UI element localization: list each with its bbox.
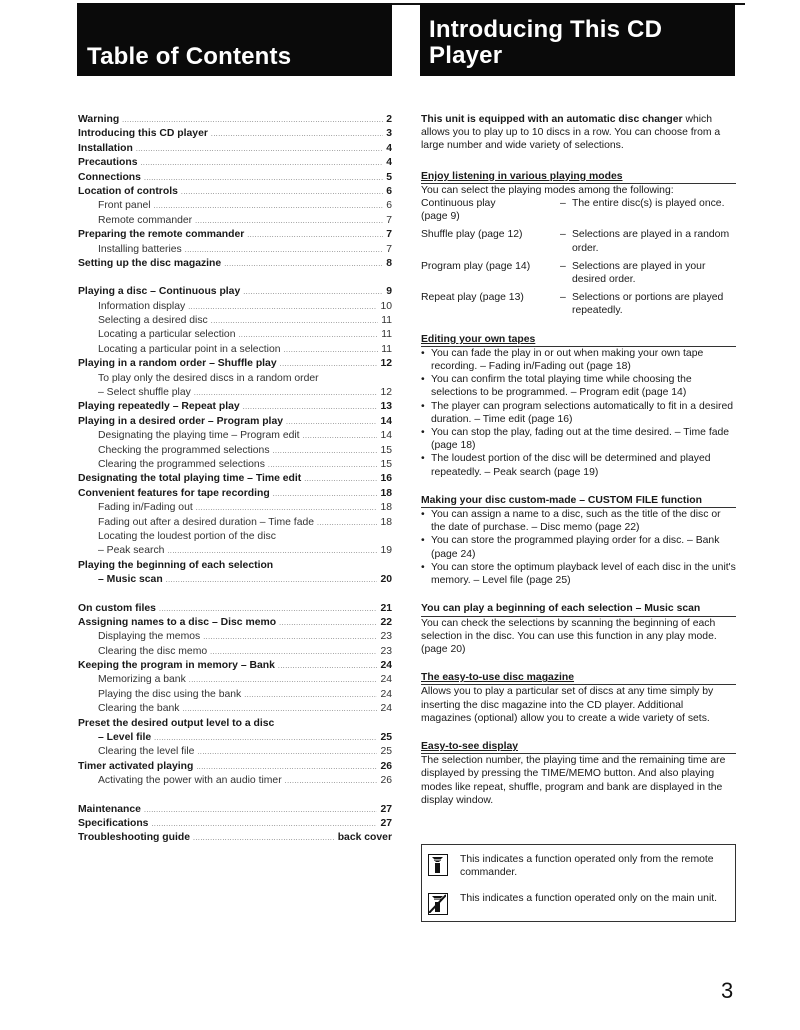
toc-entry[interactable]: [78, 300, 392, 314]
toc-leader-dots: [280, 358, 378, 372]
toc-leader-dots: [203, 631, 377, 645]
bullet-item: • You can assign a name to a disc, such as the title of the disc or the date of purchase. – Disc memo (page 22): [421, 508, 736, 534]
toc-entry[interactable]: [78, 444, 392, 458]
toc-leader-dots: [154, 200, 384, 214]
toc-entry[interactable]: [78, 243, 392, 257]
toc-entry[interactable]: [78, 731, 392, 745]
toc-leader-dots: [224, 258, 383, 272]
toc-entry-label: Information display: [98, 300, 186, 312]
toc-entry-page: 6: [386, 200, 392, 212]
toc-entry-page: 7: [386, 214, 392, 226]
toc-leader-dots: [247, 229, 383, 243]
toc-entry[interactable]: [78, 688, 392, 702]
toc-entry-label: Location of controls: [78, 185, 178, 197]
toc-entry-page: 12: [380, 387, 392, 399]
toc-entry[interactable]: [78, 573, 392, 587]
toc-entry-label: Displaying the memos: [98, 631, 201, 643]
legend-item-main-unit: [428, 892, 730, 915]
toc-entry-page: 3: [386, 128, 392, 140]
toc-leader-dots: [210, 646, 377, 660]
modes-intro: You can select the playing modes among the following:: [421, 184, 674, 196]
toc-leader-dots: [159, 603, 377, 617]
modes-heading: Enjoy listening in various playing modes: [421, 170, 736, 184]
toc-entry-label: Keeping the program in memory – Bank: [78, 660, 275, 672]
toc-entry-label: Locating the loudest portion of the disc: [98, 530, 276, 542]
legend-text-main-unit: This indicates a function operated only on the main unit.: [460, 893, 718, 904]
intro-lead-text: which allows you to play up to 10 discs in a row. You can choose from a large number and wide variety of selections.: [421, 114, 721, 152]
toc-entry[interactable]: [78, 602, 392, 616]
toc-entry-page: 6: [386, 185, 392, 197]
toc-entry[interactable]: [78, 429, 392, 443]
toc-entry-page: 22: [380, 616, 392, 628]
toc-entry-label: Troubleshooting guide: [78, 832, 190, 844]
mode-desc: – Selections are played in a random order.: [560, 228, 736, 254]
toc-entry-label: Playing a disc – Continuous play: [78, 286, 241, 298]
toc-entry-label: Warning: [78, 114, 120, 125]
toc-entry-label: Selecting a desired disc: [98, 315, 208, 327]
toc-entry-page: 7: [386, 243, 392, 255]
toc-entry-label: Clearing the programmed selections: [98, 458, 265, 470]
toc-entry[interactable]: [78, 228, 392, 242]
toc-entry[interactable]: [78, 760, 392, 774]
toc-entry-page: 11: [381, 315, 392, 327]
toc-entry[interactable]: [78, 386, 392, 400]
bullet-item: • You can store the programmed playing order for a disc. – Bank (page 24): [421, 534, 736, 560]
toc-entry[interactable]: [78, 803, 392, 817]
toc-entry[interactable]: [78, 257, 392, 271]
toc-entry[interactable]: [78, 372, 392, 386]
toc-entry-label: Assigning names to a disc – Disc memo: [78, 616, 277, 628]
toc-entry-page: 10: [380, 300, 392, 312]
icon-legend-box: [421, 844, 736, 922]
toc-entry-page: 15: [380, 458, 392, 470]
mode-name: [421, 228, 560, 254]
toc-leader-dots: [181, 186, 383, 200]
bullet-item: • You can store the optimum playback level of each disc in the unit's memory. – Level file (page 25): [421, 561, 736, 587]
toc-entry-label: Fading out after a desired duration – Time fade: [98, 516, 315, 528]
toc-entry-label: Activating the power with an audio timer: [98, 775, 282, 787]
tapes-section: [421, 333, 736, 479]
mode-desc: – Selections or portions are played repeatedly.: [560, 291, 736, 317]
mode-desc-repeat: Selections or portions are played repeatedly.: [572, 292, 724, 317]
page-number: 3: [721, 978, 734, 1003]
toc-leader-dots: [273, 445, 378, 459]
modes-list: [421, 197, 736, 318]
toc-entry-page: 11: [381, 343, 392, 355]
toc-entry[interactable]: [78, 516, 392, 530]
toc-entry-label: Designating the total playing time – Time edit: [78, 473, 302, 485]
toc-entry-label: Checking the programmed selections: [98, 444, 270, 456]
toc-leader-dots: [303, 430, 378, 444]
intro-lead: [421, 113, 736, 153]
toc-entry-page: 4: [386, 157, 392, 169]
toc-leader-dots: [167, 545, 377, 559]
toc-entry[interactable]: [78, 774, 392, 788]
music-scan-heading: You can play a beginning of each selection – Music scan: [421, 602, 736, 616]
toc-entry-page: 24: [380, 660, 392, 672]
toc-entry-page: 21: [380, 602, 392, 614]
toc-entry-page: 23: [380, 645, 392, 657]
toc-entry-page: 4: [386, 142, 392, 154]
toc-entry-label: – Select shuffle play: [98, 387, 191, 399]
mode-name: [421, 291, 560, 317]
toc-entry[interactable]: [78, 185, 392, 199]
toc-leader-dots: [285, 775, 378, 789]
toc-entry[interactable]: [78, 156, 392, 170]
toc-entry[interactable]: [78, 328, 392, 342]
toc-entry[interactable]: [78, 314, 392, 328]
toc-leader-dots: [195, 215, 383, 229]
toc-entry-label: Specifications: [78, 817, 149, 829]
remote-only-icon: [428, 854, 448, 876]
toc-leader-dots: [279, 617, 377, 631]
toc-leader-dots: [166, 574, 378, 588]
toc-entry[interactable]: [78, 831, 392, 845]
toc-entry[interactable]: [78, 659, 392, 673]
toc-entry-page: 18: [380, 502, 392, 514]
toc-entry[interactable]: [78, 817, 392, 831]
intro-title-line2: Player: [429, 42, 503, 69]
toc-entry-label: Playing in a random order – Shuffle play: [78, 358, 277, 370]
toc-entry[interactable]: [78, 645, 392, 659]
toc-entry-label: Installation: [78, 142, 133, 154]
bullet-item: • The loudest portion of the disc will be determined and played repeatedly. – Peak search (page 19): [421, 452, 736, 478]
mode-name-continuous: Continuous play (page 9): [421, 198, 496, 223]
toc-entry-label: On custom files: [78, 602, 156, 614]
toc-entry[interactable]: [78, 472, 392, 486]
toc-entry[interactable]: [78, 717, 392, 731]
toc-entry-label: Clearing the disc memo: [98, 645, 208, 657]
tapes-heading: Editing your own tapes: [421, 333, 736, 347]
mode-name: [421, 260, 560, 286]
toc-leader-dots: [268, 459, 378, 473]
toc-entry-page: 24: [380, 674, 392, 686]
intro-title-line1: Introducing This CD: [429, 16, 663, 43]
mode-desc: – Selections are played in your desired order.: [560, 260, 736, 286]
toc-entry-page: 23: [380, 631, 392, 643]
toc-banner: [77, 3, 392, 76]
toc-entry[interactable]: [78, 630, 392, 644]
toc-entry-page: 9: [386, 286, 392, 298]
toc-entry-label: Connections: [78, 171, 141, 183]
mode-name-repeat: Repeat play (page 13): [421, 292, 524, 304]
display-section: [421, 740, 736, 807]
toc-entry[interactable]: [78, 142, 392, 156]
toc-entry-label: Clearing the level file: [98, 746, 195, 758]
music-scan-section: [421, 602, 736, 656]
toc-entry-page: 25: [380, 732, 392, 744]
toc-entry-label: To play only the desired discs in a random order: [98, 372, 319, 384]
toc-entry-page: 20: [380, 574, 392, 586]
toc-entry-page: 15: [380, 444, 392, 456]
toc-entry-page: 19: [380, 545, 392, 557]
toc-leader-dots: [154, 732, 377, 746]
toc-entry-label: Preparing the remote commander: [78, 229, 245, 241]
toc-entry-label: – Peak search: [98, 545, 165, 557]
display-heading: Easy-to-see display: [421, 740, 736, 754]
toc-entry[interactable]: [78, 214, 392, 228]
toc-entry-label: Locating a particular selection: [98, 329, 236, 341]
toc-entry[interactable]: [78, 745, 392, 759]
mode-name: [421, 197, 560, 223]
bullet-item: • You can stop the play, fading out at the time desired. – Time fade (page 18): [421, 426, 736, 452]
toc-leader-dots: [317, 517, 377, 531]
toc-entry-label: Clearing the bank: [98, 703, 180, 715]
toc-entry[interactable]: [78, 127, 392, 141]
toc-entry-page: 24: [380, 703, 392, 715]
bullet-item: • The player can program selections automatically to fit in a desired duration. – Time edit (page 16): [421, 400, 736, 426]
main-unit-only-icon: [428, 893, 448, 915]
toc-leader-dots: [238, 329, 378, 343]
toc-entry-label: Setting up the disc magazine: [78, 257, 222, 269]
toc-entry-page: 18: [380, 516, 392, 528]
mode-desc-continuous: The entire disc(s) is played once.: [572, 198, 725, 210]
toc-entry[interactable]: [78, 530, 392, 544]
table-of-contents: [78, 113, 392, 846]
bullet-item: • You can fade the play in or out when making your own tape recording. – Fading in/Fading out (page 18): [421, 347, 736, 373]
toc-entry-label: Timer activated playing: [78, 760, 194, 772]
toc-entry[interactable]: [78, 357, 392, 371]
toc-entry-label: Playing repeatedly – Repeat play: [78, 401, 240, 413]
magazine-body: Allows you to play a particular set of discs at any time simply by inserting the disc magazine into the CD player. Additional magazines (optional) allow you to create a wide variety of sets.: [421, 686, 714, 724]
intro-lead-bold: This unit is equipped with an automatic disc changer: [421, 114, 683, 125]
toc-leader-dots: [185, 244, 383, 258]
toc-leader-dots: [136, 143, 383, 157]
toc-entry[interactable]: [78, 415, 392, 429]
toc-title: Table of Contents: [87, 43, 292, 70]
toc-entry-label: – Music scan: [98, 574, 163, 586]
toc-entry-page: 16: [380, 473, 392, 485]
tapes-bullets: [421, 347, 736, 479]
mode-desc-program: Selections are played in your desired order.: [572, 260, 706, 286]
custom-file-bullets: [421, 508, 736, 587]
toc-entry-label: Introducing this CD player: [78, 128, 208, 140]
toc-entry[interactable]: [78, 113, 392, 127]
toc-entry[interactable]: [78, 400, 392, 414]
toc-leader-dots: [243, 401, 378, 415]
toc-entry-label: Playing the disc using the bank: [98, 688, 242, 700]
toc-entry-page: 8: [386, 257, 392, 269]
toc-entry-page: 11: [381, 329, 392, 341]
toc-entry-label: Front panel: [98, 200, 151, 212]
toc-entry[interactable]: [78, 285, 392, 299]
toc-entry-label: Installing batteries: [98, 243, 182, 255]
toc-entry[interactable]: [78, 458, 392, 472]
toc-entry-page: 12: [380, 358, 392, 370]
toc-leader-dots: [244, 689, 377, 703]
toc-leader-dots: [197, 746, 377, 760]
toc-entry[interactable]: [78, 616, 392, 630]
toc-entry-page: 2: [386, 114, 392, 125]
legend-item-remote: [428, 853, 730, 879]
toc-entry-page: back cover: [337, 832, 392, 844]
toc-entry[interactable]: [78, 343, 392, 357]
toc-leader-dots: [273, 488, 378, 502]
toc-entry-label: Remote commander: [98, 214, 193, 226]
toc-leader-dots: [196, 761, 377, 775]
toc-entry[interactable]: [78, 487, 392, 501]
toc-entry-label: Convenient features for tape recording: [78, 487, 270, 499]
toc-entry-page: 26: [380, 775, 392, 787]
toc-leader-dots: [140, 157, 383, 171]
intro-banner: [420, 3, 735, 76]
toc-leader-dots: [284, 344, 379, 358]
toc-entry[interactable]: [78, 673, 392, 687]
toc-entry-label: – Level file: [98, 732, 152, 744]
toc-entry-page: 14: [380, 430, 392, 442]
toc-entry-page: 13: [380, 401, 392, 413]
modes-section: [421, 170, 736, 318]
toc-leader-dots: [189, 674, 378, 688]
toc-entry[interactable]: [78, 544, 392, 558]
toc-entry-label: Playing the beginning of each selection: [78, 559, 274, 571]
toc-leader-dots: [194, 387, 378, 401]
mode-name-program: Program play (page 14): [421, 260, 531, 272]
toc-entry-page: 27: [380, 803, 392, 815]
toc-leader-dots: [144, 172, 383, 186]
toc-leader-dots: [211, 128, 383, 142]
toc-entry-page: 27: [380, 817, 392, 829]
toc-leader-dots: [304, 473, 377, 487]
bullet-item: • You can confirm the total playing time while choosing the selections to be programmed. – Program edit (page 14): [421, 373, 736, 399]
legend-text-remote: This indicates a function operated only from the remote commander.: [460, 854, 714, 879]
toc-leader-dots: [243, 286, 383, 300]
toc-entry-page: 18: [380, 487, 392, 499]
toc-entry-label: Fading in/Fading out: [98, 502, 193, 514]
mode-desc: – The entire disc(s) is played once.: [560, 197, 736, 223]
toc-entry-page: 26: [380, 760, 392, 772]
toc-entry-label: Preset the desired output level to a disc: [78, 717, 275, 729]
toc-entry-label: Designating the playing time – Program edit: [98, 430, 300, 442]
display-body: The selection number, the playing time and the remaining time are displayed by pressing the TIME/MEMO button. And also playing modes like repeat, shuffle, program and bank are displayed in the display window.: [421, 755, 726, 806]
intro-column: [421, 113, 736, 807]
toc-entry[interactable]: [78, 171, 392, 185]
toc-entry[interactable]: [78, 501, 392, 515]
music-scan-body: You can check the selections by scanning the beginning of each selection in the disc. You can use this function in any play mode. (page 20): [421, 617, 717, 655]
magazine-heading: The easy-to-use disc magazine: [421, 671, 736, 685]
toc-entry-label: Precautions: [78, 157, 138, 169]
toc-leader-dots: [144, 804, 378, 818]
toc-entry-page: 25: [380, 746, 392, 758]
toc-leader-dots: [193, 832, 335, 846]
magazine-section: [421, 671, 736, 725]
toc-leader-dots: [182, 703, 377, 717]
toc-entry-page: 14: [380, 415, 392, 427]
toc-leader-dots: [151, 818, 377, 832]
toc-entry-label: Locating a particular point in a selection: [98, 343, 281, 355]
toc-entry-page: 7: [386, 229, 392, 241]
custom-file-heading: Making your disc custom-made – CUSTOM FILE function: [421, 494, 736, 508]
toc-leader-dots: [278, 660, 378, 674]
toc-entry[interactable]: [78, 199, 392, 213]
toc-entry[interactable]: [78, 559, 392, 573]
toc-entry-page: 24: [380, 688, 392, 700]
toc-leader-dots: [211, 315, 378, 329]
toc-leader-dots: [196, 502, 378, 516]
toc-leader-dots: [122, 114, 383, 128]
mode-desc-shuffle: Selections are played in a random order.: [572, 229, 730, 254]
toc-entry-label: Playing in a desired order – Program play: [78, 415, 283, 427]
toc-entry[interactable]: [78, 702, 392, 716]
toc-entry-page: 5: [386, 171, 392, 183]
toc-entry-label: Memorizing a bank: [98, 674, 186, 686]
toc-leader-dots: [286, 416, 377, 430]
toc-leader-dots: [188, 301, 377, 315]
toc-entry-label: Maintenance: [78, 803, 141, 815]
mode-name-shuffle: Shuffle play (page 12): [421, 229, 523, 241]
custom-file-section: [421, 494, 736, 587]
